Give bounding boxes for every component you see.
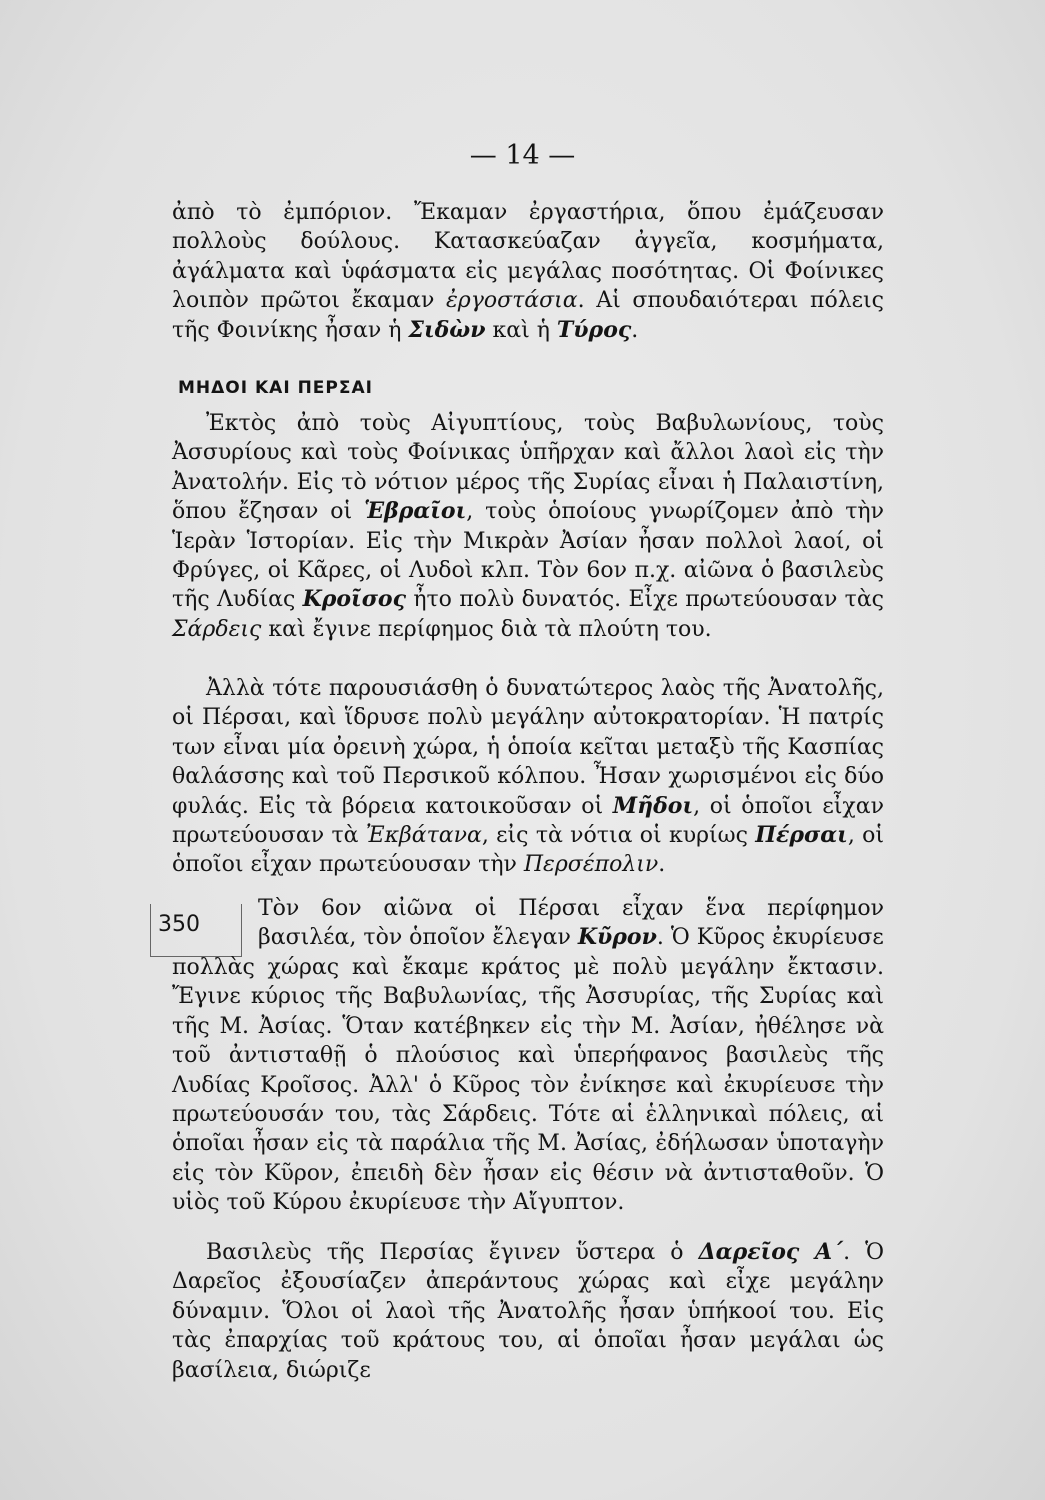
bold-term: Δαρεῖος Α΄ [698, 1239, 844, 1265]
text-run: . [658, 852, 666, 878]
paragraph-phoenicians [172, 198, 884, 345]
page-number: — 14 — [469, 140, 576, 171]
text-run: , οἱ ὁποῖοι εἶχαν πρωτεύουσαν τὰ [172, 793, 884, 849]
emphasis-text: Ἐκβάτανα [365, 823, 482, 849]
emphasis-text: Σάρδεις [172, 616, 262, 642]
section-heading: ΜΗΔΟΙ ΚΑΙ ΠΕΡΣΑΙ [178, 378, 373, 398]
bold-term: Πέρσαι [755, 822, 848, 849]
text-run: Βασιλεὺς τῆς Περσίας ἔγινεν ὕστερα ὁ [206, 1240, 699, 1265]
text-run: , τοὺς ὁποίους γνωρίζομεν ἀπὸ τὴν Ἱερὰν Ἱστορίαν. Εἰς τὴν Μικρὰν Ἀσίαν ἦσαν πολλοὶ λαοί, οἱ Φρύγες, οἱ Κᾶρες, οἱ Λυδοὶ κλπ. Τὸν 6ον π.χ. αἰῶνα ὁ βασιλεὺς τῆς Λυδίας [172, 499, 884, 613]
text-run: . Ὁ Κῦρος ἐκυρίευσε [656, 925, 884, 951]
bold-term: Σιδὼν [408, 316, 486, 343]
bold-term: Κῦρον [577, 924, 657, 951]
text-run: καὶ ἔγινε περίφημος διὰ τὰ πλούτη του. [261, 616, 712, 642]
text-run: , εἰς τὰ νότια οἱ κυρίως [481, 823, 756, 849]
text-run: Ἐκτὸς ἀπὸ τοὺς Αἰγυπτίους, τοὺς Βαβυλωνίους, τοὺς Ἀσσυρίους καὶ τοὺς Φοίνικας ὑπῆρχαν καὶ ἄλλοι λαοὶ εἰς τὴν Ἀνατολήν. Εἰς τὸ νότιον μέρος τῆς Συρίας εἶναι ἡ Παλαιστίνη, ὅπου ἔζησαν οἱ [172, 411, 884, 525]
paragraph-cyrus-start [258, 894, 884, 953]
paragraph-darius [172, 1238, 884, 1385]
paragraph-cyrus [172, 953, 884, 1218]
bold-term: Ἑβραῖοι [364, 498, 467, 525]
paragraph-peoples-of-east [172, 409, 884, 644]
text-run: ἦτο πολὺ δυνατός. Εἶχε πρωτεύουσαν τὰς [406, 587, 884, 613]
text-run: πολλὰς χώρας καὶ ἔκαμε κράτος μὲ πολὺ μεγάλην ἔκτασιν. Ἔγινε κύριος τῆς Βαβυλωνίας, τῆς Ἀσσυρίας, τῆς Συρίας καὶ τῆς Μ. Ἀσίας. Ὅταν κατέβηκεν εἰς τὴν Μ. Ἀσίαν, ἠθέλησε νὰ τοῦ ἀντισταθῇ ὁ πλούσιος καὶ ὑπερήφανος βασιλεὺς τῆς Λυδίας Κροῖσος. Ἀλλ' ὁ Κῦρος τὸν ἐνίκησε καὶ ἐκυρίευσε τὴν πρωτεύουσάν του, τὰς Σάρδεις. Τότε αἱ ἑλληνικαὶ πόλεις, αἱ ὁποῖαι ἦσαν εἰς τὰ παράλια τῆς Μ. Ἀσίας, ἐδήλωσαν ὑποταγὴν εἰς τὸν Κῦρον, ἐπειδὴ δὲν ἦσαν εἰς θέσιν νὰ ἀντισταθοῦν. Ὁ υἱὸς τοῦ Κύρου ἐκυρίευσε τὴν Αἴγυπτον. [172, 955, 884, 1216]
emphasis-text: Περσέπολιν [523, 852, 659, 878]
bold-term: Τύρος [556, 316, 632, 343]
text-run: , οἱ ὁποῖοι εἶχαν πρωτεύουσαν τὴν [172, 823, 884, 878]
bold-term: Κροῖσος [302, 586, 406, 613]
text-run: . [631, 317, 639, 343]
text-run: Ἀλλὰ τότε παρουσιάσθη ὁ δυνατώτερος λαὸς τῆς Ἀνατολῆς, οἱ Πέρσαι, καὶ ἵδρυσε πολὺ μεγάλην αὐτοκρατορίαν. Ἡ πατρίς των εἶναι μία ὀρεινὴ χώρα, ἡ ὁποία κεῖται μεταξὺ τῆς Κασπίας θαλάσσης καὶ τοῦ Περσικοῦ κόλπου. Ἦσαν χωρισμένοι εἰς δύο φυλάς. Εἰς τὰ βόρεια κατοικοῦσαν οἱ [172, 676, 884, 819]
margin-date-note: 350 [158, 912, 200, 937]
text-run: . Ὁ Δαρεῖος ἐξουσίαζεν ἀπεράντους χώρας καὶ εἶχε μεγάλην δύναμιν. Ὅλοι οἱ λαοὶ τῆς Ἀνατολῆς ἦσαν ὑπήκοοί του. Εἰς τὰς ἐπαρχίας τοῦ κράτους του, αἱ ὁποῖαι ἦσαν μεγάλαι ὡς βασίλεια, διώριζε [172, 1240, 884, 1383]
text-run: καὶ ἡ [485, 317, 557, 343]
text-run: Τὸν 6ον αἰῶνα οἱ Πέρσαι εἶχαν ἕνα περίφημον βασιλέα, τὸν ὁποῖον ἔλεγαν [258, 896, 884, 951]
paragraph-persians [172, 674, 884, 880]
text-run: . Αἱ σπουδαιότεραι πόλεις τῆς Φοινίκης ἦσαν ἡ [172, 288, 884, 343]
bold-term: Μῆδοι [612, 792, 694, 819]
emphasis-text: ἐργοστάσια [445, 288, 578, 314]
text-run: ἀπὸ τὸ ἐμπόριον. Ἔκαμαν ἐργαστήρια, ὅπου ἐμάζευσαν πολλοὺς δούλους. Κατασκεύαζαν ἀγγεῖα, κοσμήματα, ἀγάλματα καὶ ὑφάσματα εἰς μεγάλας ποσότητας. Οἱ Φοίνικες λοιπὸν πρῶτοι ἔκαμαν [172, 200, 884, 314]
